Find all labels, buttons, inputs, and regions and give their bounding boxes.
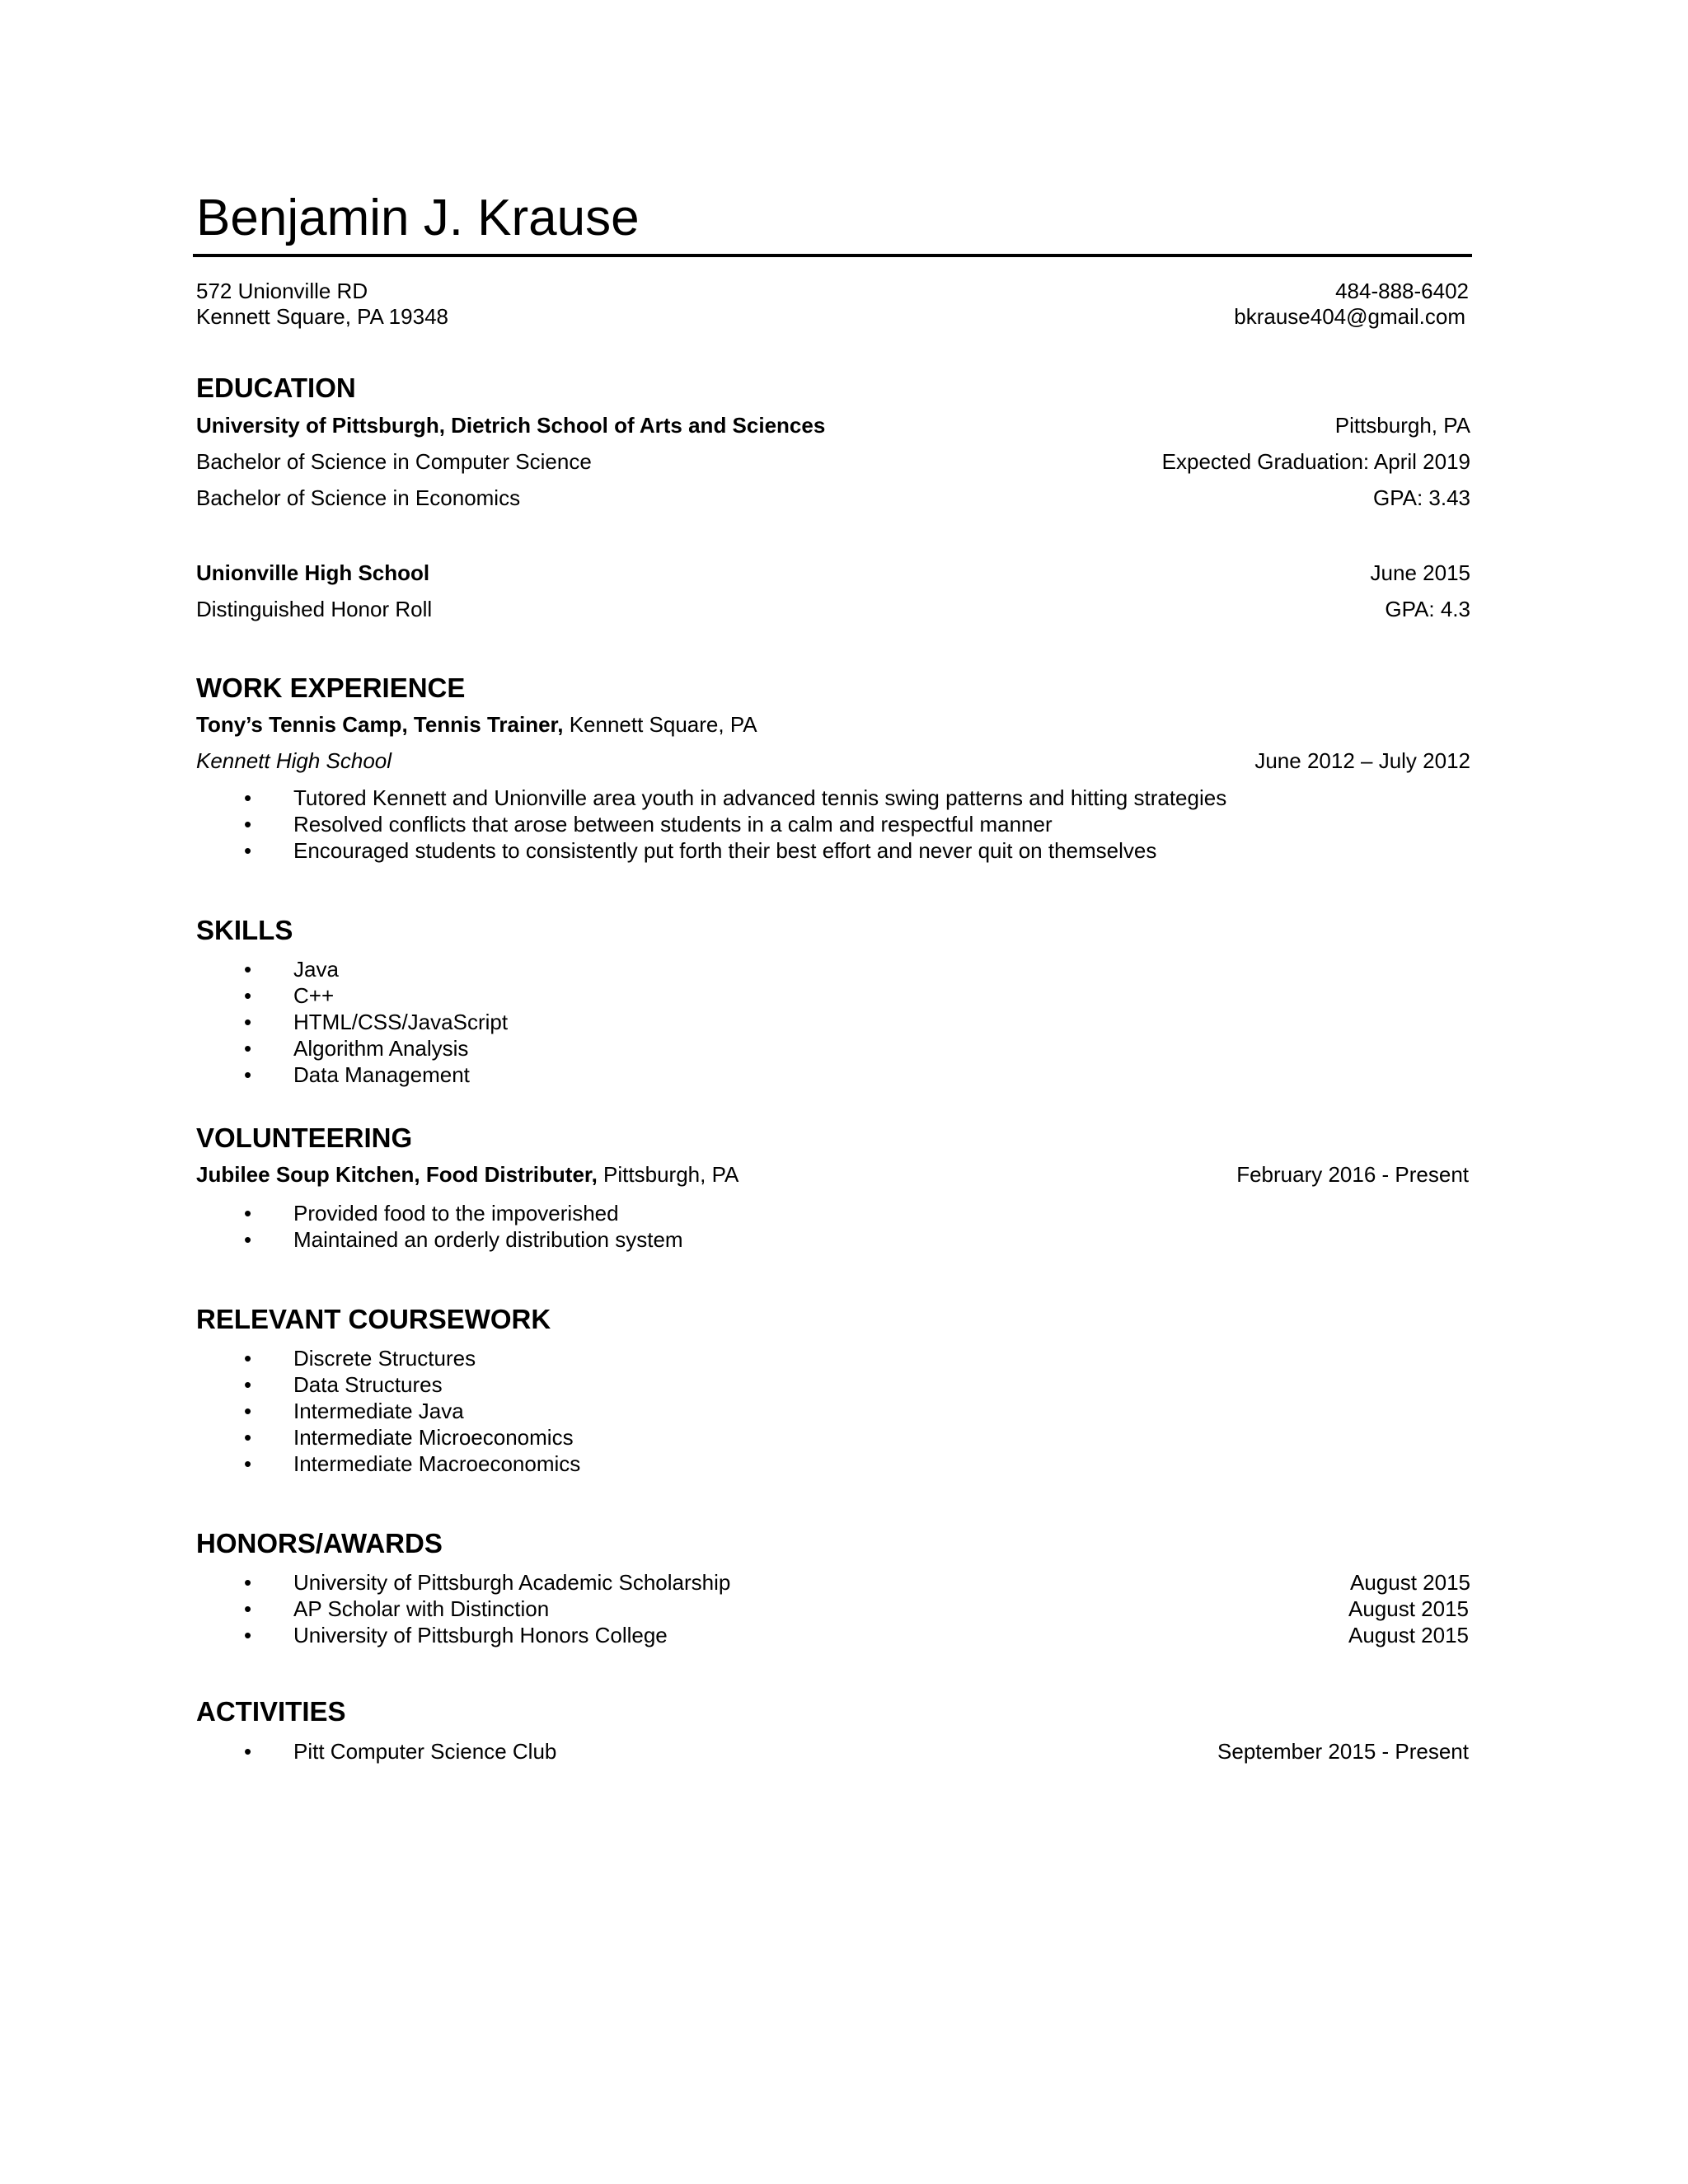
- high-school-honor: Distinguished Honor Roll: [196, 597, 433, 621]
- education-honor-row: [196, 597, 1470, 626]
- coursework-heading: RELEVANT COURSEWORK: [196, 1304, 551, 1334]
- course-text: Intermediate Java: [293, 1399, 464, 1423]
- bullet-icon: •: [244, 1346, 252, 1371]
- course-text: Intermediate Macroeconomics: [293, 1451, 581, 1476]
- university-name: University of Pittsburgh, Dietrich School of Arts and Sciences: [196, 413, 826, 438]
- email-address[interactable]: bkrause404@gmail.com: [1234, 304, 1465, 329]
- honor-label: University of Pittsburgh Honors College: [293, 1623, 668, 1647]
- activity-date: September 2015 - Present: [1217, 1739, 1469, 1764]
- bullet-icon: •: [244, 1451, 252, 1476]
- skill-text: HTML/CSS/JavaScript: [293, 1010, 509, 1034]
- work-employer: [196, 712, 757, 738]
- skill-text: C++: [293, 983, 335, 1008]
- bullet-icon: •: [244, 983, 252, 1008]
- activities-heading: ACTIVITIES: [196, 1696, 346, 1727]
- honor-date: August 2015: [1349, 1570, 1470, 1595]
- skills-heading: SKILLS: [196, 915, 293, 945]
- course-text: Data Structures: [293, 1372, 443, 1397]
- volunteering-org-row: [196, 1162, 1470, 1192]
- address-line-1: 572 Unionville RD: [196, 279, 368, 303]
- bullet-icon: •: [244, 1596, 252, 1621]
- bullet-icon: •: [244, 1201, 252, 1226]
- expected-graduation: Expected Graduation: April 2019: [1161, 449, 1470, 474]
- bullet-icon: •: [244, 1062, 252, 1087]
- skill-text: Java: [293, 957, 339, 982]
- education-degree1-row: [196, 449, 1470, 479]
- honors-heading: HONORS/AWARDS: [196, 1528, 443, 1558]
- high-school-date: June 2015: [1370, 560, 1470, 585]
- bullet-icon: •: [244, 1372, 252, 1397]
- header-divider: [193, 254, 1472, 257]
- work-bullet-text: Encouraged students to consistently put forth their best effort and never quit on themselves: [293, 838, 1157, 863]
- work-experience-heading: WORK EXPERIENCE: [196, 673, 466, 703]
- list-item: [244, 1570, 1470, 1596]
- address-line-2: Kennett Square, PA 19348: [196, 304, 448, 329]
- honor-label: University of Pittsburgh Academic Scholarship: [293, 1570, 731, 1595]
- list-item: [244, 1739, 1469, 1765]
- volunteering-heading: VOLUNTEERING: [196, 1122, 413, 1153]
- bullet-icon: •: [244, 1623, 252, 1647]
- work-dates: June 2012 – July 2012: [1254, 748, 1470, 773]
- course-text: Intermediate Microeconomics: [293, 1425, 574, 1450]
- bullet-icon: •: [244, 1010, 252, 1034]
- bullet-icon: •: [244, 812, 252, 837]
- phone-number: 484-888-6402: [1335, 279, 1469, 303]
- bullet-icon: •: [244, 838, 252, 863]
- work-bullet-text: Tutored Kennett and Unionville area youth in advanced tennis swing patterns and hitting strategies: [293, 785, 1227, 810]
- education-highschool-row: [196, 560, 1470, 590]
- university-gpa: GPA: 3.43: [1372, 485, 1470, 510]
- bullet-icon: •: [244, 785, 252, 810]
- university-location: Pittsburgh, PA: [1334, 413, 1470, 438]
- work-employer-location: Kennett Square, PA: [563, 712, 757, 737]
- degree-economics: Bachelor of Science in Economics: [196, 485, 521, 510]
- honor-date: August 2015: [1348, 1623, 1469, 1647]
- work-employer-title: Tony’s Tennis Camp, Tennis Trainer,: [196, 712, 564, 737]
- bullet-icon: •: [244, 1570, 252, 1595]
- work-bullet-text: Resolved conflicts that arose between students in a calm and respectful manner: [293, 812, 1053, 837]
- volunteering-bullet-text: Maintained an orderly distribution system: [293, 1227, 683, 1252]
- bullet-icon: •: [244, 1227, 252, 1252]
- skill-text: Algorithm Analysis: [293, 1036, 469, 1061]
- education-university-row: [196, 413, 1470, 443]
- degree-computer-science: Bachelor of Science in Computer Science: [196, 449, 592, 474]
- course-text: Discrete Structures: [293, 1346, 476, 1371]
- education-heading: EDUCATION: [196, 373, 356, 403]
- bullet-icon: •: [244, 1036, 252, 1061]
- education-degree2-row: [196, 485, 1470, 515]
- high-school-name: Unionville High School: [196, 560, 430, 585]
- honor-label: AP Scholar with Distinction: [293, 1596, 550, 1621]
- bullet-icon: •: [244, 1425, 252, 1450]
- list-item: [244, 1596, 1469, 1623]
- skill-text: Data Management: [293, 1062, 470, 1087]
- bullet-icon: •: [244, 957, 252, 982]
- activity-label: Pitt Computer Science Club: [293, 1739, 557, 1764]
- work-site-row: [196, 748, 1470, 778]
- bullet-icon: •: [244, 1739, 252, 1764]
- high-school-gpa: GPA: 4.3: [1385, 597, 1470, 621]
- volunteering-bullet-text: Provided food to the impoverished: [293, 1201, 619, 1226]
- volunteering-org-location: Pittsburgh, PA: [597, 1162, 739, 1187]
- volunteering-org: [196, 1162, 738, 1188]
- list-item: [244, 1623, 1469, 1649]
- volunteering-dates: February 2016 - Present: [1236, 1162, 1469, 1187]
- volunteering-org-title: Jubilee Soup Kitchen, Food Distributer,: [196, 1162, 598, 1187]
- work-site: Kennett High School: [196, 748, 392, 773]
- honor-date: August 2015: [1348, 1596, 1469, 1621]
- candidate-name: Benjamin J. Krause: [196, 190, 640, 246]
- bullet-icon: •: [244, 1399, 252, 1423]
